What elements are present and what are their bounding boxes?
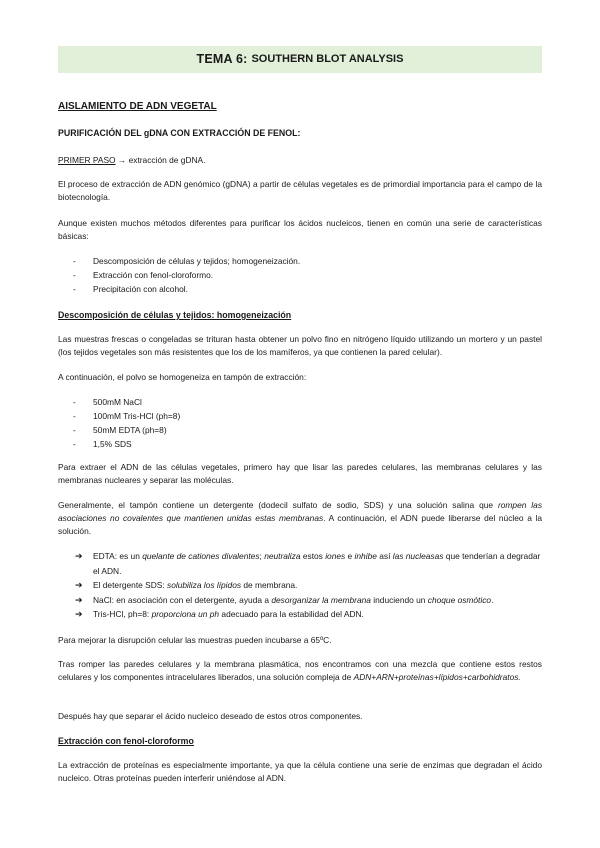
paragraph-lisar: Para extraer el ADN de las células vegetales, primero hay que lisar las paredes celulares, las membranas celulares y las membranas nucleares y separar las moléculas. (58, 462, 542, 485)
first-step-line (58, 154, 542, 167)
roles-list (58, 549, 542, 622)
dash-bullet-icon: - (73, 425, 76, 435)
paragraph-trituracion: Las muestras frescas o congeladas se trituran hasta obtener un polvo fino en nitrógeno líquido utilizando un mortero y un pastel (los tejidos vegetales son más resistentes que los de los mamíferos, ya que contienen la pared celular). (58, 334, 542, 357)
section-heading-homogeneizacion: Descomposición de células y tejidos: homogeneización (58, 310, 292, 320)
paragraph-intro: El proceso de extracción de ADN genómico (gDNA) a partir de células vegetales es de primordial importancia para el campo de la biotecnología. (58, 179, 542, 202)
subheading-purificacion: PURIFICACIÓN DEL gDNA CON EXTRACCIÓN DE FENOL: (58, 128, 301, 138)
title-prefix: TEMA 6: (196, 52, 248, 66)
arrow-icon: → (117, 155, 127, 165)
basics-list (58, 254, 542, 296)
dash-bullet-icon: - (73, 256, 76, 266)
arrow-bullet-icon: ➔ (75, 551, 83, 561)
first-step-label: PRIMER PASO (58, 155, 116, 165)
list-item: ➔ Tris-HCl, ph=8: proporciona un ph adecuado para la estabilidad del ADN. (58, 607, 542, 622)
paragraph-mezcla: Tras romper las paredes celulares y la membrana plasmática, nos encontramos con una mezcla que contiene estos restos celulares y los componentes intracelulares liberados, una solución compleja de ADN+ARN+proteínas+lípidos+carbohidratos. (58, 659, 542, 682)
list-item: ➔ NaCl: en asociación con el detergente, ayuda a desorganizar la membrana induciendo un choque osmótico. (58, 593, 542, 608)
list-item: - 100mM Tris-HCl (ph=8) (73, 411, 181, 421)
arrow-bullet-icon: ➔ (75, 580, 83, 590)
list-item: - 500mM NaCl (73, 397, 142, 407)
title-text: SOUTHERN BLOT ANALYSIS (251, 53, 404, 65)
section-heading-aislamiento: AISLAMIENTO DE ADN VEGETAL (58, 101, 217, 112)
list-item: ➔ EDTA: es un quelante de cationes divalentes; neutraliza estos iones e inhibe así las nucleasas que tenderían a degradar el ADN. (75, 551, 541, 576)
paragraph-detergente: Generalmente, el tampón contiene un detergente (dodecil sulfato de sodio, SDS) y una solución salina que rompen las asociaciones no covalentes que mantienen unidas estas membranas. A continuación, el ADN puede liberarse del núcleo a la solución. (58, 500, 543, 536)
paragraph-common-features: Aunque existen muchos métodos diferentes para purificar los ácidos nucleicos, tienen en común una serie de características básicas: (58, 218, 542, 241)
section-heading-fenol: Extracción con fenol-cloroformo (58, 736, 194, 746)
arrow-bullet-icon: ➔ (75, 609, 83, 619)
paragraph-proteinas: La extracción de proteínas es especialmente importante, ya que la célula contiene una serie de enzimas que degradan el ácido nucleico. Otras proteínas pueden interferir uniéndose al ADN. (58, 760, 542, 783)
list-item: - 1,5% SDS (73, 439, 132, 449)
list-item: - Extracción con fenol-cloroformo. (73, 270, 214, 280)
dash-bullet-icon: - (73, 397, 76, 407)
buffer-list (58, 395, 542, 451)
dash-bullet-icon: - (73, 411, 76, 421)
arrow-bullet-icon: ➔ (75, 594, 83, 605)
dash-bullet-icon: - (73, 270, 76, 280)
first-step-text: extracción de gDNA. (128, 155, 206, 165)
list-item: ➔ El detergente SDS: solubiliza los lípidos de membrana. (58, 578, 542, 593)
dash-bullet-icon: - (73, 439, 76, 449)
list-item: - Descomposición de células y tejidos; homogeneización. (73, 256, 301, 266)
dash-bullet-icon: - (73, 284, 76, 294)
list-item: - Precipitación con alcohol. (73, 284, 188, 294)
paragraph-incubacion: Para mejorar la disrupción celular las muestras pueden incubarse a 65ºC. (58, 635, 332, 645)
title-banner (58, 46, 542, 73)
paragraph-separar: Después hay que separar el ácido nucleico deseado de estos otros componentes. (58, 711, 363, 721)
list-item: - 50mM EDTA (ph=8) (73, 425, 167, 435)
paragraph-tampon: A continuación, el polvo se homogeneiza en tampón de extracción: (58, 372, 307, 382)
